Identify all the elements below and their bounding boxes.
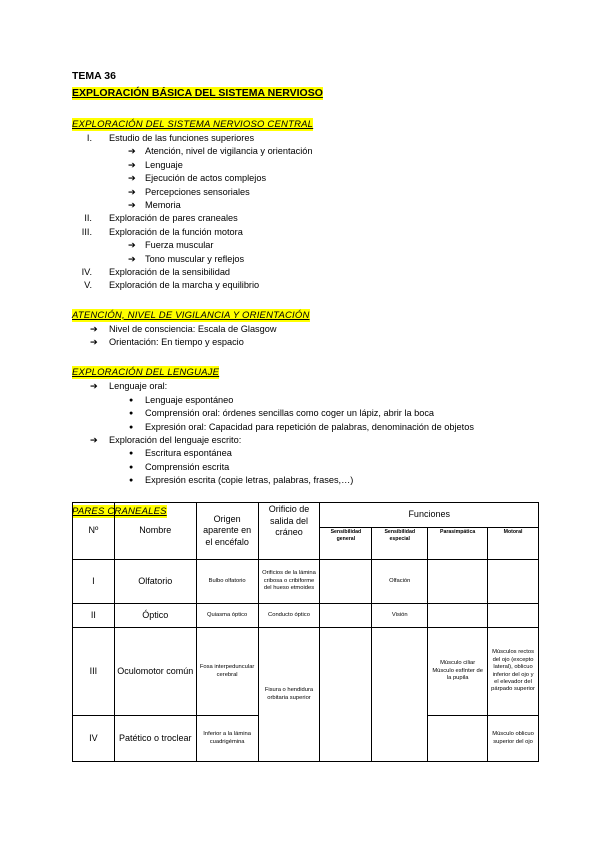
document-page xyxy=(72,70,542,519)
header-num: Nº xyxy=(73,503,115,560)
roman-numeral: V. xyxy=(84,280,92,291)
cell-origen: Fosa interpeduncular cerebral xyxy=(196,628,258,716)
lenguaje-bullet-text: Lenguaje espontáneo xyxy=(145,394,234,405)
atencion-list xyxy=(72,323,542,350)
cell-sensibilidad-general xyxy=(320,560,372,604)
snc-subitem-text: Atención, nivel de vigilancia y orientación xyxy=(145,146,313,157)
pares-craneales-table xyxy=(72,502,539,762)
snc-item-text: Exploración de la marcha y equilibrio xyxy=(109,280,260,291)
snc-subitem-text: Ejecución de actos complejos xyxy=(145,173,267,184)
roman-numeral: II. xyxy=(84,213,92,224)
arrow-icon: ➔ xyxy=(90,323,98,334)
snc-subitem-text: Fuerza muscular xyxy=(145,240,214,251)
cell-motoral xyxy=(488,604,539,628)
cell-orificio: Orificios de la lámina cribosa o cribiforme del hueso etmoides xyxy=(258,560,320,604)
cell-origen: Inferior a la lámina cuadrigémina xyxy=(196,716,258,762)
lenguaje-bullet-text: Comprensión escrita xyxy=(145,461,230,472)
header-parasimpatica: Parasimpática xyxy=(428,528,488,560)
atencion-heading: ATENCIÓN, NIVEL DE VIGILANCIA Y ORIENTACIÓN xyxy=(72,309,310,321)
cell-parasimpatica xyxy=(428,604,488,628)
snc-item-text: Exploración de la sensibilidad xyxy=(109,266,231,277)
lenguaje-bullet xyxy=(72,421,542,434)
cell-motoral: Músculo oblicuo superior del ojo xyxy=(488,716,539,762)
document-title: EXPLORACIÓN BÁSICA DEL SISTEMA NERVIOSO xyxy=(72,87,323,99)
cell-parasimpatica: Músculo ciliar Músculo esfínter de la pupila xyxy=(428,628,488,716)
header-origen: Origen aparente en el encéfalo xyxy=(196,503,258,560)
cell-parasimpatica xyxy=(428,560,488,604)
lenguaje-bullet xyxy=(72,447,542,460)
arrow-icon: ➔ xyxy=(128,199,136,210)
cell-origen: Quiasma óptico xyxy=(196,604,258,628)
snc-subitem xyxy=(72,253,542,266)
lenguaje-bullet-text: Expresión oral: Capacidad para repetición de palabras, denominación de objetos xyxy=(145,421,474,432)
snc-item xyxy=(72,212,542,225)
arrow-icon: ➔ xyxy=(90,337,98,348)
cell-sensibilidad-especial: Olfación xyxy=(372,560,428,604)
cell-nombre: Óptico xyxy=(114,604,196,628)
arrow-icon: ➔ xyxy=(128,146,136,157)
header-sensibilidad-general: Sensibilidad general xyxy=(320,528,372,560)
arrow-icon: ➔ xyxy=(128,173,136,184)
cell-nombre: Patético o troclear xyxy=(114,716,196,762)
tema-label: TEMA 36 xyxy=(72,70,116,82)
header-nombre: Nombre xyxy=(114,503,196,560)
snc-subitem xyxy=(72,159,542,172)
cell-nombre: Oculomotor común xyxy=(114,628,196,716)
snc-list xyxy=(72,132,542,293)
lenguaje-bullet xyxy=(72,407,542,420)
cell-parasimpatica xyxy=(428,716,488,762)
lenguaje-group-text: Exploración del lenguaje escrito: xyxy=(109,435,242,446)
bullet-icon: ● xyxy=(129,410,134,418)
arrow-icon: ➔ xyxy=(128,159,136,170)
lenguaje-bullet-text: Comprensión oral: órdenes sencillas como coger un lápiz, abrir la boca xyxy=(145,408,435,419)
cell-nombre: Olfatorio xyxy=(114,560,196,604)
header-orificio: Orificio de salida del cráneo xyxy=(258,503,320,560)
snc-item-text: Estudio de las funciones superiores xyxy=(109,133,255,143)
arrow-icon: ➔ xyxy=(128,253,136,264)
lenguaje-group xyxy=(72,434,542,447)
cell-sensibilidad-especial xyxy=(372,628,428,762)
cell-num: III xyxy=(73,628,115,716)
snc-item-text: Exploración de la función motora xyxy=(109,226,243,237)
cell-num: II xyxy=(73,604,115,628)
lenguaje-group-text: Lenguaje oral: xyxy=(109,381,168,392)
bullet-icon: ● xyxy=(129,396,134,404)
snc-subitem xyxy=(72,186,542,199)
roman-numeral: IV. xyxy=(81,266,92,277)
lenguaje-heading: EXPLORACIÓN DEL LENGUAJE xyxy=(72,367,220,379)
lenguaje-bullet xyxy=(72,474,542,487)
lenguaje-group xyxy=(72,380,542,393)
arrow-icon: ➔ xyxy=(90,381,98,392)
arrow-icon: ➔ xyxy=(128,240,136,251)
cell-motoral: Músculos rectos del ojo (excepto lateral), oblicuo inferior del ojo y el elevador del párpado superior xyxy=(488,628,539,716)
lenguaje-bullet-text: Escritura espontánea xyxy=(145,448,232,459)
cell-orificio: Conducto óptico xyxy=(258,604,320,628)
roman-numeral: I. xyxy=(86,133,92,143)
snc-subitem xyxy=(72,199,542,212)
snc-item xyxy=(72,226,542,239)
atencion-item-text: Orientación: En tiempo y espacio xyxy=(109,337,244,348)
roman-numeral: III. xyxy=(81,226,92,237)
snc-subitem xyxy=(72,172,542,185)
cell-num: IV xyxy=(73,716,115,762)
snc-heading: EXPLORACIÓN DEL SISTEMA NERVIOSO CENTRAL xyxy=(72,119,314,130)
lenguaje-bullet xyxy=(72,394,542,407)
header-motoral: Motoral xyxy=(488,528,539,560)
lenguaje-bullet xyxy=(72,461,542,474)
arrow-icon: ➔ xyxy=(90,435,98,446)
table-row xyxy=(73,604,539,628)
snc-subitem-text: Tono muscular y reflejos xyxy=(145,253,245,264)
header-funciones: Funciones xyxy=(320,503,539,528)
snc-subitem xyxy=(72,239,542,252)
snc-item-text: Exploración de pares craneales xyxy=(109,213,238,224)
cell-origen: Bulbo olfatorio xyxy=(196,560,258,604)
snc-subitem-text: Memoria xyxy=(145,199,181,210)
arrow-icon: ➔ xyxy=(128,186,136,197)
lenguaje-list xyxy=(72,380,542,487)
snc-subitem-text: Lenguaje xyxy=(145,159,183,170)
atencion-item-text: Nivel de consciencia: Escala de Glasgow xyxy=(109,323,277,334)
snc-subitem xyxy=(72,145,542,158)
snc-item xyxy=(72,132,542,145)
cell-motoral xyxy=(488,560,539,604)
pares-heading: PARES CRANEALES xyxy=(72,505,167,517)
cell-num: I xyxy=(73,560,115,604)
atencion-item xyxy=(72,323,542,336)
bullet-icon: ● xyxy=(129,463,134,471)
snc-subitem-text: Percepciones sensoriales xyxy=(145,186,250,197)
atencion-item xyxy=(72,336,542,349)
snc-item xyxy=(72,279,542,292)
lenguaje-bullet-text: Expresión escrita (copie letras, palabras, frases,…) xyxy=(145,475,354,486)
cell-sensibilidad-general xyxy=(320,604,372,628)
table-row xyxy=(73,628,539,716)
header-sensibilidad-especial: Sensibilidad especial xyxy=(372,528,428,560)
bullet-icon: ● xyxy=(129,477,134,485)
cell-sensibilidad-especial: Visión xyxy=(372,604,428,628)
snc-item xyxy=(72,266,542,279)
bullet-icon: ● xyxy=(129,423,134,431)
table-row xyxy=(73,560,539,604)
cell-orificio-shared: Fisura o hendidura orbitaria superior xyxy=(258,628,320,762)
bullet-icon: ● xyxy=(129,450,134,458)
cell-sensibilidad-general xyxy=(320,628,372,762)
